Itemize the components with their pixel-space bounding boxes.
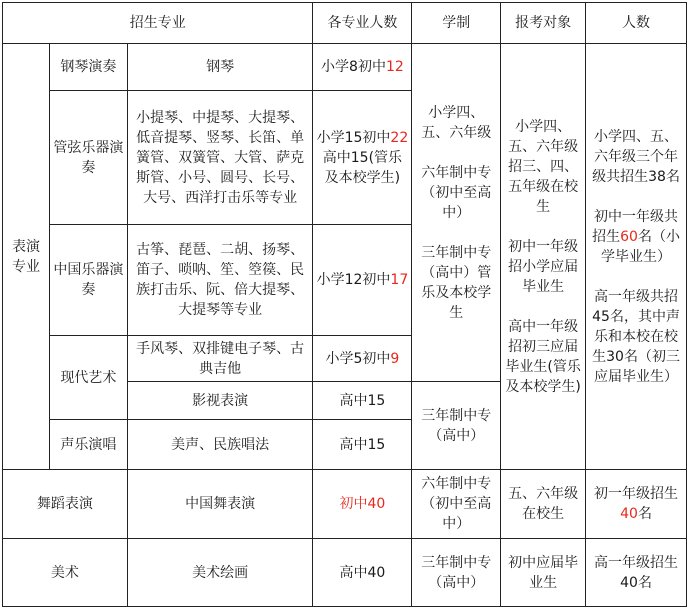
total-junior-highlight: 60 (620, 228, 638, 245)
instruments-modern: 手风琴、双排键电子琴、古典吉他 (127, 336, 313, 382)
count-vocal: 高中15 (313, 420, 412, 470)
table-row-dance (3, 470, 687, 539)
duration-performance (412, 44, 501, 382)
sub-category-piano: 钢琴演奏 (49, 44, 127, 91)
count-dance-highlight: 初中40 (339, 496, 386, 512)
instruments-piano: 钢琴 (127, 44, 313, 91)
eligibility-art: 初中应届毕业生 (501, 539, 586, 607)
eligibility-junior: 初中一年级招小学应届毕业生 (508, 238, 579, 295)
table-row-piano (3, 44, 687, 91)
header-total: 人数 (586, 3, 687, 44)
total-dance: 初一年级招生40名 (586, 470, 687, 539)
category-performance: 表演专业 (3, 44, 50, 470)
enrollment-table (2, 2, 687, 607)
count-art: 高中40 (313, 539, 412, 607)
instruments-chinese: 古筝、琵琶、二胡、扬琴、笛子、唢呐、笙、箜篌、民族打击乐、阮、倍大提琴、大提琴等专业 (127, 225, 313, 336)
eligibility-primary: 小学四、五、六年级招三、四、五年级在校生 (508, 118, 579, 215)
header-eligibility: 报考对象 (501, 3, 586, 44)
total-performance (586, 44, 687, 470)
header-major: 招生专业 (3, 3, 313, 44)
sub-category-chinese: 中国乐器演奏 (49, 225, 127, 336)
sub-category-vocal: 声乐演唱 (49, 420, 127, 470)
count-orchestral: 小学15初中22高中15(管乐及本校学生) (313, 91, 412, 225)
header-row (3, 3, 687, 44)
count-chinese-highlight: 17 (390, 272, 409, 288)
total-primary: 小学四、五、六年级三个年级共招生38名 (592, 128, 680, 185)
duration-primary: 小学四、五、六年级 (421, 104, 492, 141)
header-duration: 学制 (412, 3, 501, 44)
eligibility-dance: 五、六年级在校生 (501, 470, 586, 539)
instruments-orchestral: 小提琴、中提琴、大提琴、低音提琴、竖琴、长笛、单簧管、双簧管、大管、萨克斯管、小号、圆号、长号、大号、西洋打击乐等专业 (127, 91, 313, 225)
total-art: 高一年级招生40名 (586, 539, 687, 607)
duration-three-year: 三年制中专（高中）管乐及本校学生 (421, 244, 492, 321)
total-senior: 高一年级共招45名，其中声乐和本校在校生30名（初三应届毕业生） (592, 288, 680, 385)
count-chinese: 小学12初中17 (313, 225, 412, 336)
table-row-art (3, 539, 687, 607)
duration-six-year: 六年制中专（初中至高中） (421, 164, 492, 221)
duration-senior: 三年制中专（高中） (412, 382, 501, 470)
count-film: 高中15 (313, 382, 412, 420)
instruments-film: 影视表演 (127, 382, 313, 420)
category-art: 美术 (3, 539, 128, 607)
sub-category-orchestral: 管弦乐器演奏 (49, 91, 127, 225)
count-piano: 小学8初中12 (313, 44, 412, 91)
eligibility-performance (501, 44, 586, 470)
total-dance-highlight: 40 (620, 506, 638, 522)
count-piano-highlight: 12 (385, 59, 404, 75)
instruments-dance: 中国舞表演 (127, 470, 313, 539)
header-count-per-major: 各专业人数 (313, 3, 412, 44)
sub-category-modern: 现代艺术 (49, 336, 127, 420)
count-modern: 小学5初中9 (313, 336, 412, 382)
total-junior: 初中一年级共招生60名（小学毕业生） (592, 208, 680, 265)
duration-dance: 六年制中专（初中至高中） (412, 470, 501, 539)
instruments-vocal: 美声、民族唱法 (127, 420, 313, 470)
category-dance: 舞蹈表演 (3, 470, 128, 539)
count-modern-highlight: 9 (390, 350, 400, 367)
count-dance (313, 470, 412, 539)
duration-art: 三年制中专（高中） (412, 539, 501, 607)
count-orchestral-highlight: 22 (390, 129, 409, 146)
eligibility-senior: 高中一年级招初三应届毕业生(管乐及本校学生) (505, 318, 581, 395)
instruments-art: 美术绘画 (127, 539, 313, 607)
